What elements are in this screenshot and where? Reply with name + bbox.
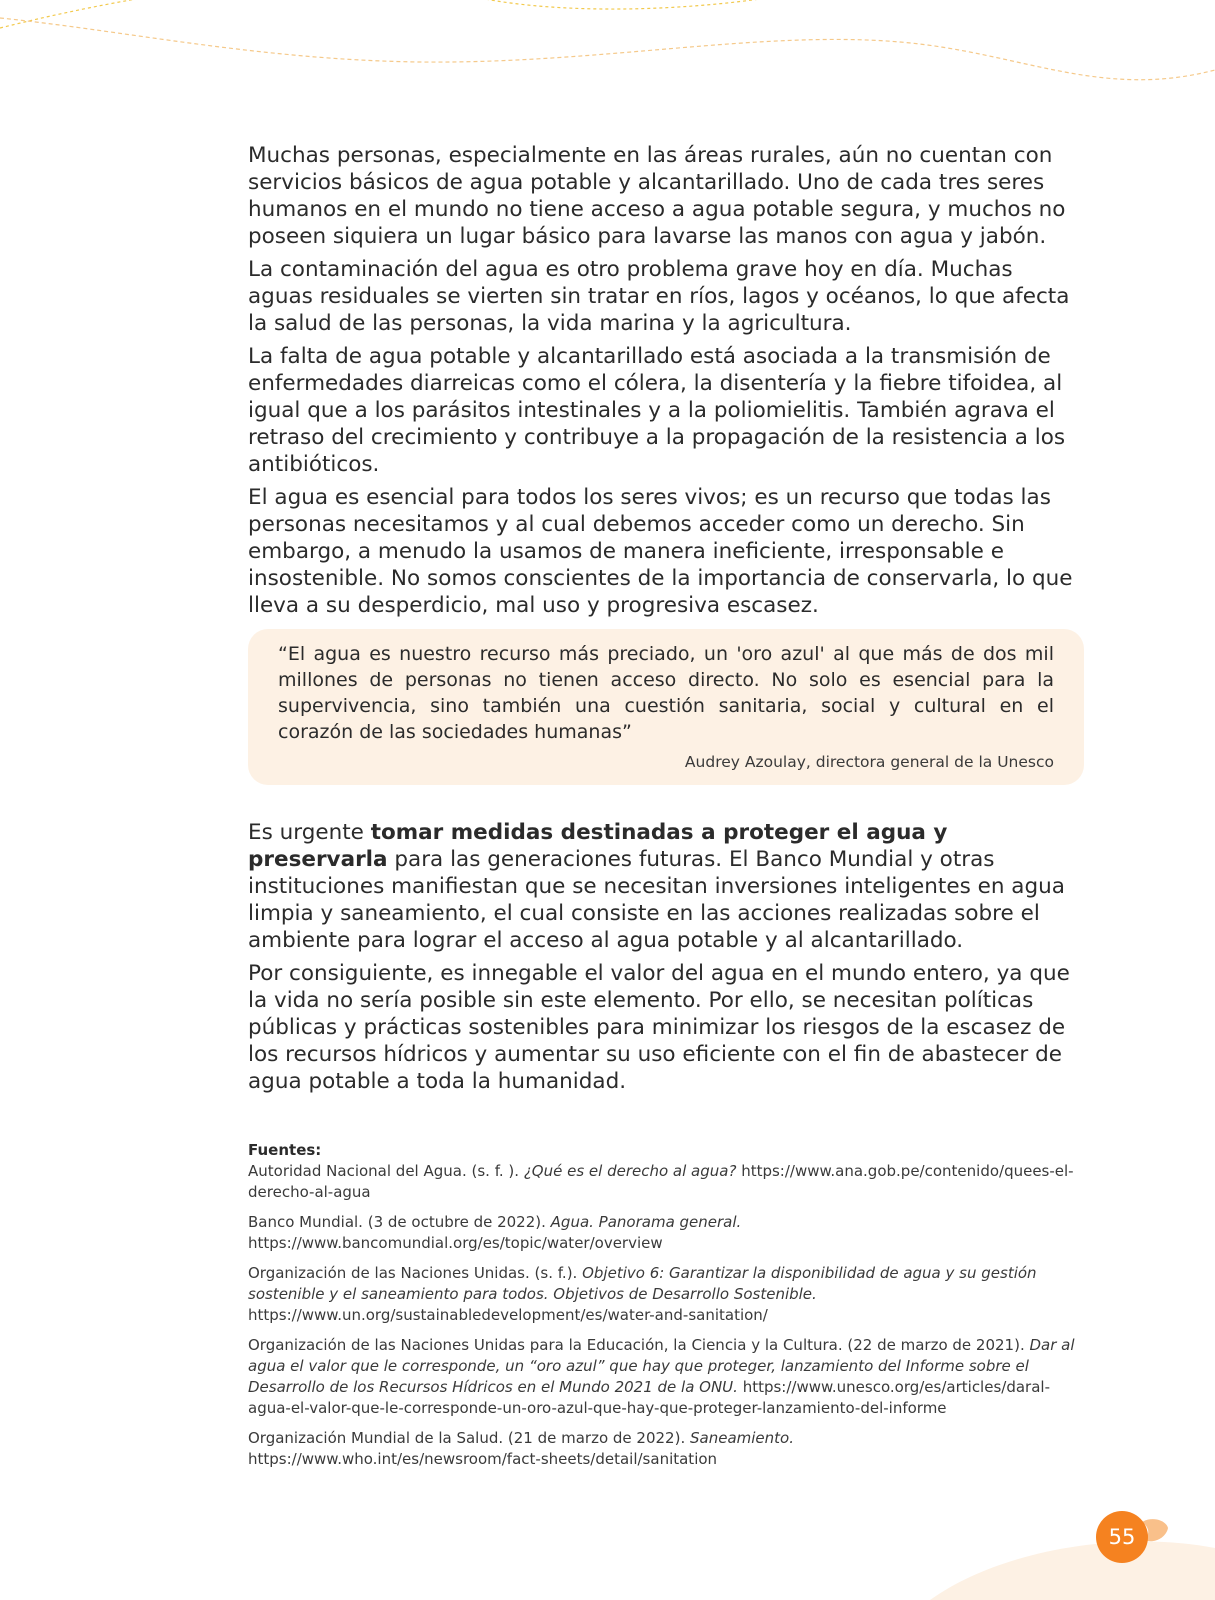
source-text: Autoridad Nacional del Agua. (s. f. ). [248,1162,524,1180]
source-link[interactable]: https://www.bancomundial.org/es/topic/water/overview [248,1234,663,1252]
quote-box [248,629,1084,785]
source-item [248,1263,1084,1326]
source-item [248,1428,1084,1470]
main-content [248,142,1084,1479]
paragraph: Muchas personas, especialmente en las áreas rurales, aún no cuentan con servicios básicos de agua potable y alcantarillado. Uno de cada tres seres humanos en el mundo no tiene acceso a agua potable segura, y muchos no poseen siquiera un lugar básico para lavarse las manos con agua y jabón. [248,143,1066,249]
source-item [248,1335,1084,1419]
spacer [248,785,1084,819]
sources-title: Fuentes: [248,1141,322,1159]
source-text: Organización de las Naciones Unidas para la Educación, la Ciencia y la Cultura. (22 de marzo de 2021). [248,1336,1030,1354]
source-link[interactable]: https://www.unesco.org/es/articles/daral-agua-el-valor-que-le-corresponde-un-oro-azul-que-hay-que-proteger-lanzamiento-del-informe [248,1378,1050,1417]
urgent-prefix: Es urgente [248,820,371,845]
urgent-paragraph [248,819,1084,954]
paragraph: La contaminación del agua es otro problema grave hoy en día. Muchas aguas residuales se vierten sin tratar en ríos, lagos y océanos, lo que afecta la salud de las personas, la vida marina y la agricultura. [248,257,1070,336]
source-link[interactable]: https://www.un.org/sustainabledevelopment/es/water-and-sanitation/ [248,1306,768,1324]
source-text: Banco Mundial. (3 de octubre de 2022). [248,1213,551,1231]
wavy-line-decoration [0,0,1215,110]
source-title: Agua. Panorama general. [550,1213,742,1231]
sources-section [248,1141,1084,1470]
source-item [248,1212,1084,1254]
source-title: ¿Qué es el derecho al agua? [523,1162,737,1180]
paragraph: La falta de agua potable y alcantarillado está asociada a la transmisión de enfermedades diarreicas como el cólera, la disentería y la fiebre tifoidea, al igual que a los parásitos intestinales y a la poliomielitis. También agrava el retraso del crecimiento y contribuye a la propagación de la resistencia a los antibióticos. [248,344,1066,477]
source-title: Dar al agua el valor que le corresponde, un “oro azul” que hay que proteger, lanzamiento del Informe sobre el Desarrollo de los Recursos Hídricos en el Mundo 2021 de la ONU. [248,1336,1075,1396]
quote-text: “El agua es nuestro recurso más preciado, un 'oro azul' al que más de dos mil millones de personas no tienen acceso directo. No solo es esencial para la supervivencia, sino también una cuestión sanitaria, social y cultural en el corazón de las sociedades humanas” [278,643,1054,743]
quote-author: Audrey Azoulay, directora general de la Unesco [684,753,1054,771]
paragraph: El agua es esencial para todos los seres vivos; es un recurso que todas las personas necesitamos y al cual debemos acceder como un derecho. Sin embargo, a menudo la usamos de manera ineficiente, irresponsable e insostenible. No somos conscientes de la importancia de conservarla, lo que lleva a su desperdicio, mal uso y progresiva escasez. [248,485,1073,618]
bottom-curve-decoration [0,1530,1215,1600]
page-number: 55 [1096,1511,1148,1563]
source-item [248,1161,1084,1203]
closing-paragraph: Por consiguiente, es innegable el valor del agua en el mundo entero, ya que la vida no sería posible sin este elemento. Por ello, se necesitan políticas públicas y prácticas sostenibles para minimizar los riesgos de la escasez de los recursos hídricos y aumentar su uso eficiente con el fin de abastecer de agua potable a toda la humanidad. [248,961,1070,1094]
source-text: Organización de las Naciones Unidas. (s. f.). [248,1264,583,1282]
source-title: Saneamiento. [690,1429,794,1447]
urgent-suffix: para las generaciones futuras. El Banco Mundial y otras instituciones manifiestan que se necesitan inversiones inteligentes en agua limpia y saneamiento, el cual consiste en las acciones realizadas sobre el ambiente para lograr el acceso al agua potable y al alcantarillado. [248,847,1065,953]
urgent-bold: tomar medidas destinadas a proteger el agua y preservarla [248,820,948,872]
source-link[interactable]: https://www.ana.gob.pe/contenido/quees-el-derecho-al-agua [248,1162,1074,1201]
source-text: Organización Mundial de la Salud. (21 de marzo de 2022). [248,1429,690,1447]
source-link[interactable]: https://www.who.int/es/newsroom/fact-sheets/detail/sanitation [248,1450,718,1468]
source-title: Objetivo 6: Garantizar la disponibilidad de agua y su gestión sostenible y el saneamiento para todos. Objetivos de Desarrollo Sostenible. [248,1264,1037,1303]
